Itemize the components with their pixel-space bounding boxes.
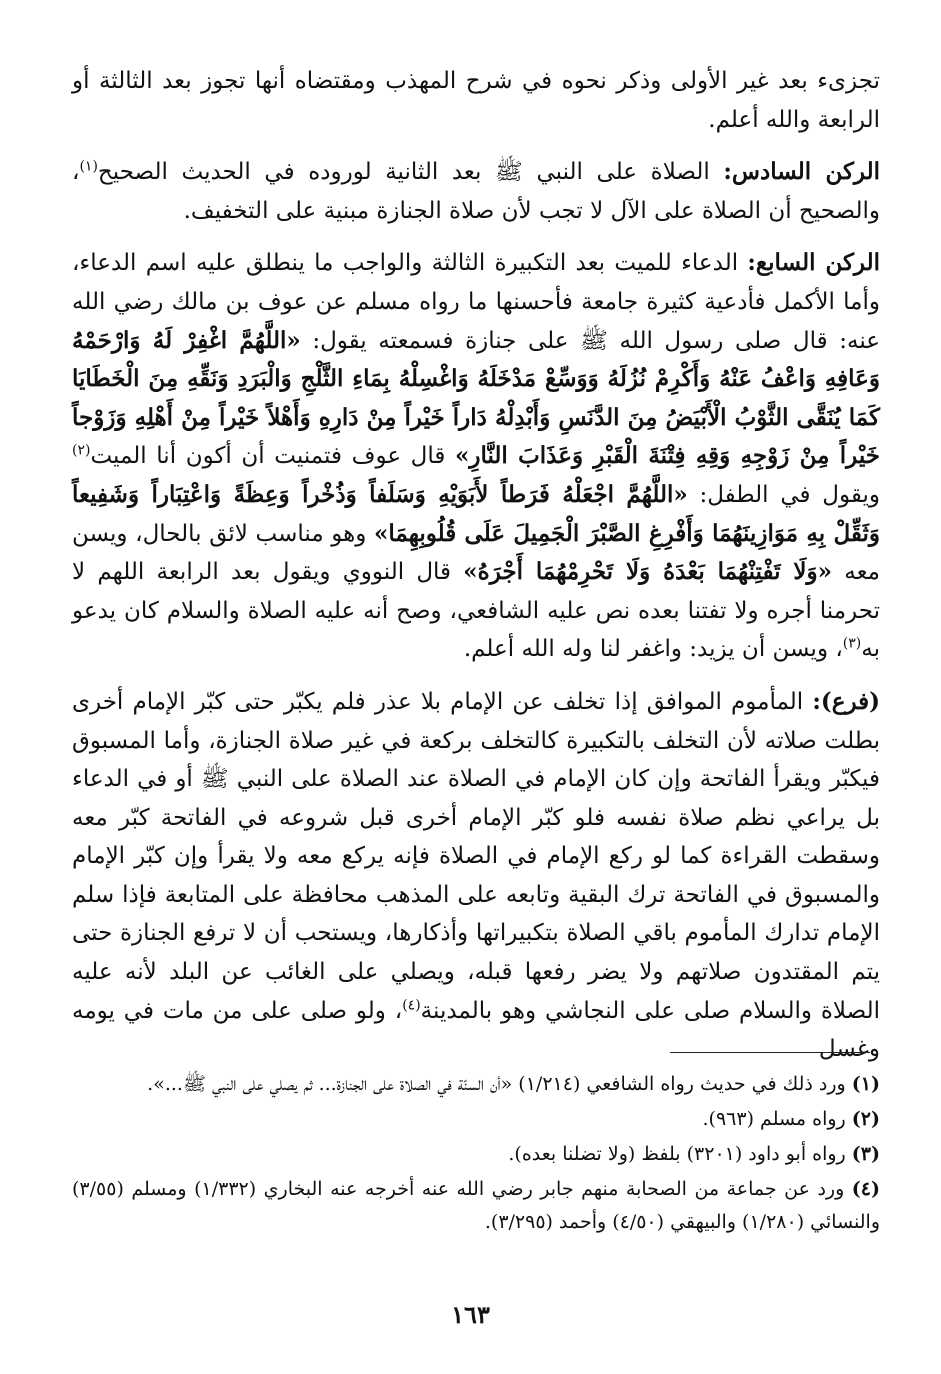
hadith-quote: «وَلَا تَفْتِنْهُمَا بَعْدَهُ وَلَا تَحْرِمْهُمَا أَجْرَهُ» (463, 558, 833, 586)
section-heading: الركن السابع: (747, 249, 881, 277)
paragraph-text: الصلاة على النبي ﷺ بعد الثانية لوروده في الحديث الصحيح (97, 159, 710, 186)
footnote-text: ورد ذلك في حديث رواه الشافعي (١/٢١٤) «أن السنّة في الصلاة على الجنازة... ثم يصلي على النبي ﷺ...». (147, 1073, 852, 1095)
page-body (72, 62, 880, 1083)
footnote-ref-1[interactable]: (١) (79, 158, 98, 175)
hadith-quote: «اللَّهُمَّ اجْعَلْهُ فَرَطاً لأَبَوَيْهِ وَسَلَفاً وَذُخْراً وَعِظَةً وَاعْتِبَاراً وَشَفِيعاً وَثَقِّلْ بِهِ مَوَازِينَهُمَا وَأَفْرِغِ الصَّبْرَ الْجَمِيلَ عَلَى قُلُوبِهِمَا» (72, 480, 880, 547)
paragraph-text: ويقول في الطفل: (687, 481, 880, 508)
section-heading: (فرع): (812, 687, 881, 715)
paragraph-intro (72, 62, 880, 139)
footnote-text: رواه مسلم (٩٦٣). (702, 1108, 852, 1130)
footnote-divider (670, 1052, 870, 1053)
footnote-ref-3[interactable]: (٣) (842, 635, 862, 652)
footnote-ref-2[interactable]: (٢) (72, 442, 91, 459)
footnote-number: (٣) (851, 1143, 880, 1165)
paragraph-sixth-pillar (72, 153, 880, 230)
paragraph-text: وهو مناسب لائق بالحال، ويسن معه (72, 520, 881, 586)
footnote-number: (١) (851, 1073, 880, 1095)
paragraph-text: ، ولو صلى على من مات في يومه وغسل (72, 997, 880, 1063)
footnote-text: رواه أبو داود (٣٢٠١) بلفظ (ولا تضلنا بعده). (508, 1143, 852, 1165)
paragraph-text: الدعاء للميت بعد التكبيرة الثالثة والواجب ما ينطلق عليه اسم الدعاء، وأما الأكمل فأدعية كثيرة جامعة فأحسنها ما رواه مسلم عن عوف بن مالك رضي الله عنه: قال صلى رسول الله ﷺ على جنازة فسمعته يقول: (72, 250, 880, 354)
paragraph-text: قال عوف فتمنيت أن أكون أنا الميت (90, 443, 455, 470)
paragraph-text: ، ويسن أن يزيد: واغفر لنا وله الله أعلم. (463, 636, 843, 663)
footnote-number: (٢) (851, 1108, 880, 1130)
page-number: ١٦٣ (451, 1300, 490, 1329)
footnote-number: (٤) (851, 1178, 880, 1200)
paragraph-text: المأموم الموافق إذا تخلف عن الإمام بلا عذر فلم يكبّر حتى كبّر الإمام أخرى بطلت صلاته لأن التخلف بالتكبيرة كالتخلف بركعة في غير صلاة الجنازة، وأما المسبوق فيكبّر ويقرأ الفاتحة وإن كان الإمام في الصلاة عند الصلاة على النبي ﷺ أو في الدعاء بل يراعي نظم صلاة نفسه فلو كبّر الإمام أخرى قبل شروعه في الفاتحة كبّر معه وسقطت القراءة كما لو ركع الإمام في الصلاة فإنه يركع معه ولا يقرأ وإن كبّر الإمام والمسبوق في الفاتحة ترك البقية وتابعه على المذهب محافظة على المتابعة فإذا سلم الإمام تدارك المأموم باقي الصلاة بتكبيراتها وأذكارها، ويستحب أن لا ترفع الجنازة حتى يتم المقتدون صلاتهم ولا يضر رفعها قبله، ويصلي على الغائب عن البلد لأنه عليه الصلاة والسلام صلى على النجاشي وهو بالمدينة (72, 688, 880, 1024)
footnote-item (72, 1068, 880, 1101)
footnote-text: ورد عن جماعة من الصحابة منهم جابر رضي الله عنه أخرجه عنه البخاري (١/٣٣٢) ومسلم (٣/٥٥) والنسائي (١/٢٨٠) والبيهقي (٤/٥٠) وأحمد (٣/٢٩٥). (72, 1178, 880, 1233)
footnote-ref-4[interactable]: (٤) (402, 997, 421, 1013)
paragraph-text: ، والصحيح أن الصلاة على الآل لا تجب لأن صلاة الجنازة مبنية على التخفيف. (72, 159, 880, 224)
footnotes (72, 1068, 880, 1241)
paragraph-branch (72, 683, 880, 1069)
footnote-item (72, 1138, 880, 1171)
section-heading: الركن السادس: (723, 158, 881, 186)
footnote-item (72, 1103, 880, 1136)
paragraph-text: قال النووي ويقول بعد الرابعة اللهم لا تحرمنا أجره ولا تفتنا بعده نص عليه الشافعي، وصح أنه عليه الصلاة والسلام كان يدعو به (72, 559, 880, 663)
paragraph-text: تجزىء بعد غير الأولى وذكر نحوه في شرح المهذب ومقتضاه أنها تجوز بعد الثالثة أو الرابعة والله أعلم. (72, 68, 880, 133)
paragraph-seventh-pillar (72, 244, 880, 669)
footnote-item (72, 1173, 880, 1239)
hadith-quote: «اللَّهُمَّ اغْفِرْ لَهُ وَارْحَمْهُ وَعَافِهِ وَاعْفُ عَنْهُ وَأَكْرِمْ نُزُلَهُ وَوَسِّعْ مَدْخَلَهُ وَاغْسِلْهُ بِمَاءِ الثَّلْجِ وَالْبَرَدِ وَنَقِّهِ مِنَ الْخَطَايَا كَمَا يُنَقَّى الثَّوْبُ الْأَبْيَضُ مِنَ الدَّنَسِ وَأَبْدِلْهُ دَاراً خَيْراً مِنْ دَارِهِ وَأَهْلاً خَيْراً مِنْ أَهْلِهِ وَزَوْجاً خَيْراً مِنْ زَوْجِهِ وَقِهِ فِتْنَةَ الْقَبْرِ وَعَذَابَ النَّارِ» (72, 326, 881, 470)
